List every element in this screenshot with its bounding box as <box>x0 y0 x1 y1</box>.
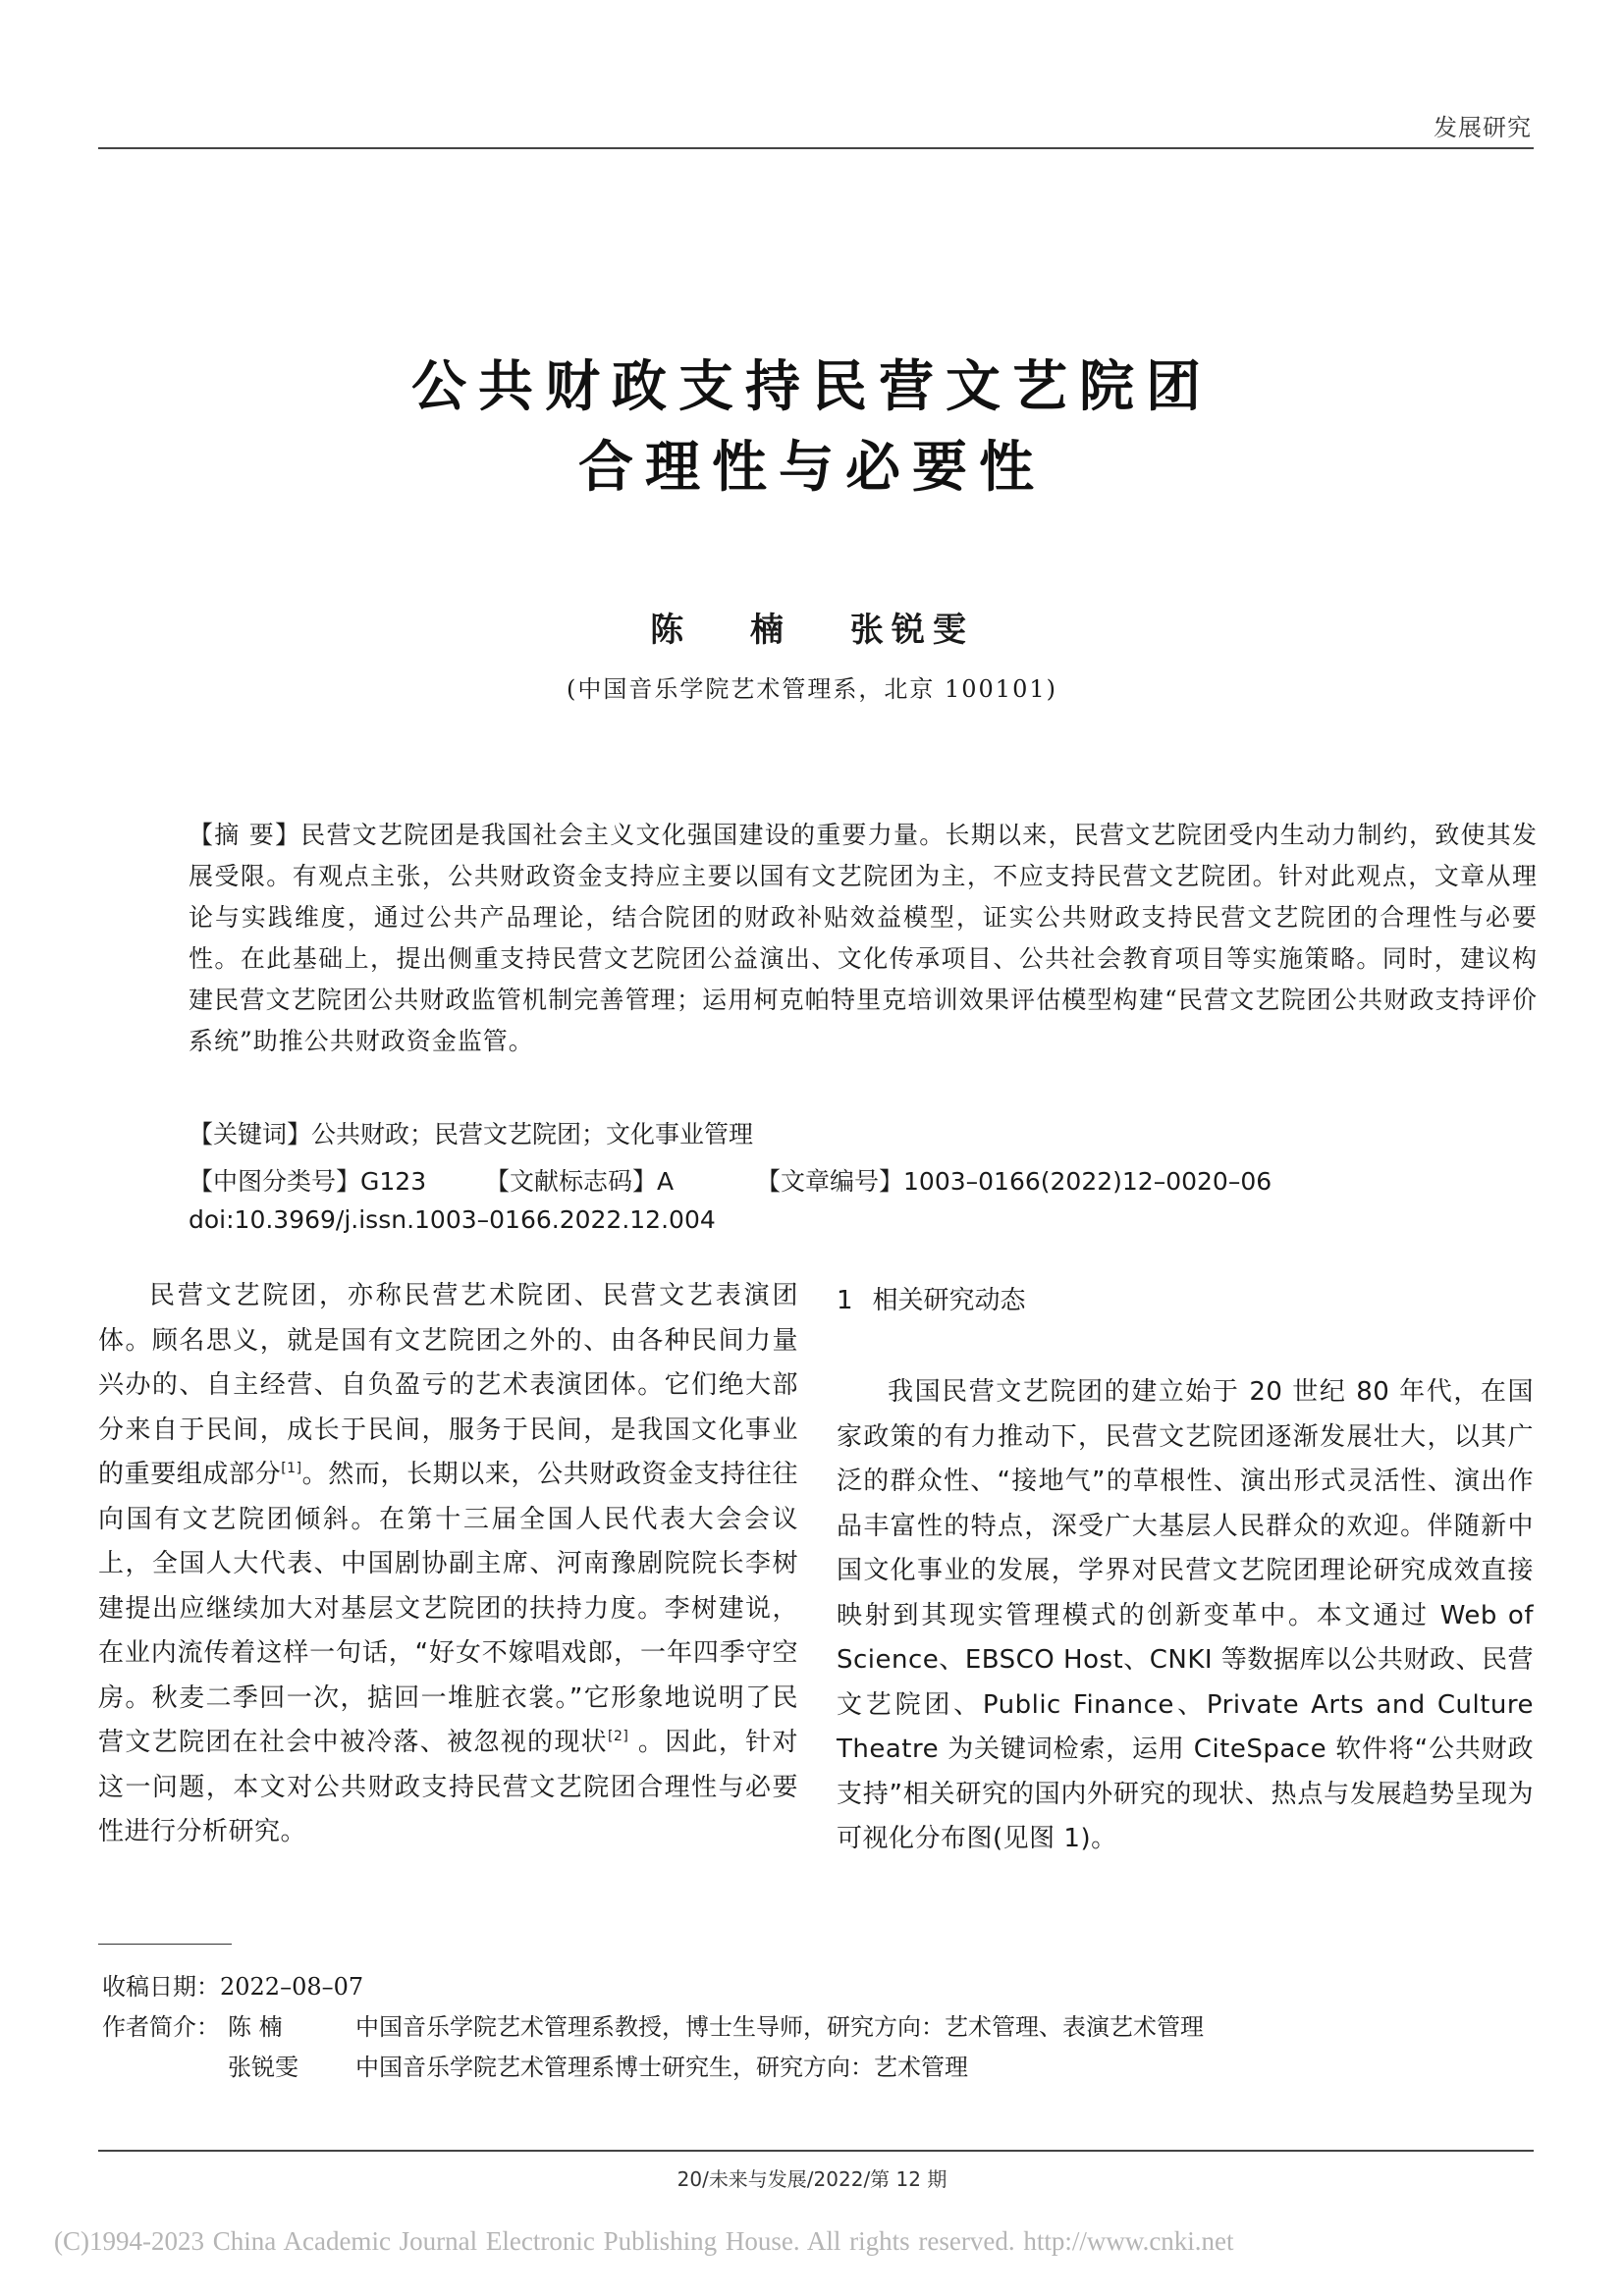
article-number-value: 1003–0166(2022)12–0020–06 <box>903 1167 1272 1196</box>
keywords-label: 【关键词】 <box>189 1120 312 1148</box>
section-title: 相关研究动态 <box>872 1286 1026 1315</box>
running-header-section: 发展研究 <box>1434 114 1532 141</box>
footnotes <box>102 1967 1204 2088</box>
page-folio: 20/未来与发展/2022/第 12 期 <box>677 2167 947 2191</box>
citation-1: [1] <box>281 1461 302 1476</box>
bio-label: 作者简介： <box>102 2013 220 2041</box>
abstract-label: 【摘 要】 <box>189 821 301 849</box>
copyright-notice: (C)1994-2023 China Academic Journal Electronic Publishing House. All rights reserved. http://www.cnki.net <box>54 2226 1234 2256</box>
intro-text-3: 。因此，针对这一问题，本文对公共财政支持民营文艺院团合理性与必要性进行分析研究。 <box>98 1728 798 1846</box>
affiliation: (中国音乐学院艺术管理系，北京 100101) <box>567 675 1057 703</box>
keywords-text: 公共财政；民营文艺院团；文化事业管理 <box>311 1120 754 1148</box>
clc-value: G123 <box>360 1167 427 1196</box>
author2-name: 张锐雯 <box>228 2054 298 2081</box>
intro-text-2: 。然而，长期以来，公共财政资金支持往往向国有文艺院团倾斜。在第十三届全国人民代表大会会议上，全国人大代表、中国剧协副主席、河南豫剧院院长李树建提出应继续加大对基层文艺院团的扶持力度。李树建说，在业内流传着这样一句话，“好女不嫁唱戏郎，一年四季守空房。秋麦二季回一次，掂回一堆脏衣裳。”它形象地说明了民营文艺院团在社会中被冷落、被忽视的现状 <box>98 1460 798 1757</box>
citation-2: [2] <box>608 1729 629 1744</box>
abstract <box>189 815 1538 1062</box>
article-title-line-1: 公共财政支持民营文艺院团 <box>411 355 1213 419</box>
keywords <box>189 1115 753 1150</box>
author1-bio: 中国音乐学院艺术管理系教授，博士生导师，研究方向：艺术管理、表演艺术管理 <box>355 2013 1204 2041</box>
intro-text-1: 民营文艺院团，亦称民营艺术院团、民营文艺表演团体。顾名思义，就是国有文艺院团之外的、由各种民间力量兴办的、自主经营、自负盈亏的艺术表演团体。它们绝大部分来自于民间，成长于民间，服务于民间，是我国文化事业的重要组成部分 <box>98 1281 798 1489</box>
received-label: 收稿日期： <box>102 1973 220 2001</box>
received-date-row <box>102 1967 1204 2007</box>
intro-paragraph <box>98 1274 798 1855</box>
footer-rule <box>98 2150 1534 2152</box>
header-rule <box>98 147 1534 149</box>
footnote-rule <box>98 1944 232 1945</box>
doc-code-label: 【文献标志码】 <box>485 1167 658 1196</box>
doi: doi:10.3969/j.issn.1003–0166.2022.12.004 <box>189 1205 716 1234</box>
doc-code-value: A <box>657 1167 675 1196</box>
article-title-line-2: 合理性与必要性 <box>578 436 1046 500</box>
classification-line <box>189 1162 1538 1198</box>
author-bio-row-2 <box>102 2048 1204 2088</box>
clc-label: 【中图分类号】 <box>189 1167 361 1196</box>
abstract-text: 民营文艺院团是我国社会主义文化强国建设的重要力量。长期以来，民营文艺院团受内生动力制约，致使其发展受限。有观点主张，公共财政资金支持应主要以国有文艺院团为主，不应支持民营文艺院团。针对此观点，文章从理论与实践维度，通过公共产品理论，结合院团的财政补贴效益模型，证实公共财政支持民营文艺院团的合理性与必要性。在此基础上，提出侧重支持民营文艺院团公益演出、文化传承项目、公共社会教育项目等实施策略。同时，建议构建民营文艺院团公共财政监管机制完善管理；运用柯克帕特里克培训效果评估模型构建“民营文艺院团公共财政支持评价系统”助推公共财政资金监管。 <box>189 821 1538 1055</box>
author2-bio: 中国音乐学院艺术管理系博士研究生，研究方向：艺术管理 <box>355 2054 968 2081</box>
section-paragraph: 我国民营文艺院团的建立始于 20 世纪 80 年代，在国家政策的有力推动下，民营文艺院团逐渐发展壮大，以其广泛的群众性、“接地气”的草根性、演出形式灵活性、演出作品丰富性的特点，深受广大基层人民群众的欢迎。伴随新中国文化事业的发展，学界对民营文艺院团理论研究成效直接映射到其现实管理模式的创新变革中。本文通过 Web of Science、EBSCO Host、CNKI 等数据库以公共财政、民营文艺院团、Public Finance、Private Arts and Culture Theatre 为关键词检索，运用 CiteSpace 软件将“公共财政支持”相关研究的国内外研究的现状、热点与发展趋势呈现为可视化分布图(见图 1)。 <box>837 1377 1534 1853</box>
received-date: 2022–08–07 <box>220 1973 364 2001</box>
section-heading <box>837 1280 1026 1316</box>
section-number: 1 <box>837 1286 853 1315</box>
authors: 陈 楠 张锐雯 <box>650 611 974 650</box>
article-number-label: 【文章编号】 <box>756 1167 904 1196</box>
author-bio-row-1 <box>102 2007 1204 2048</box>
body-left-column <box>98 1274 798 1855</box>
author1-name: 陈 楠 <box>228 2013 283 2041</box>
body-right-column <box>837 1370 1534 1862</box>
